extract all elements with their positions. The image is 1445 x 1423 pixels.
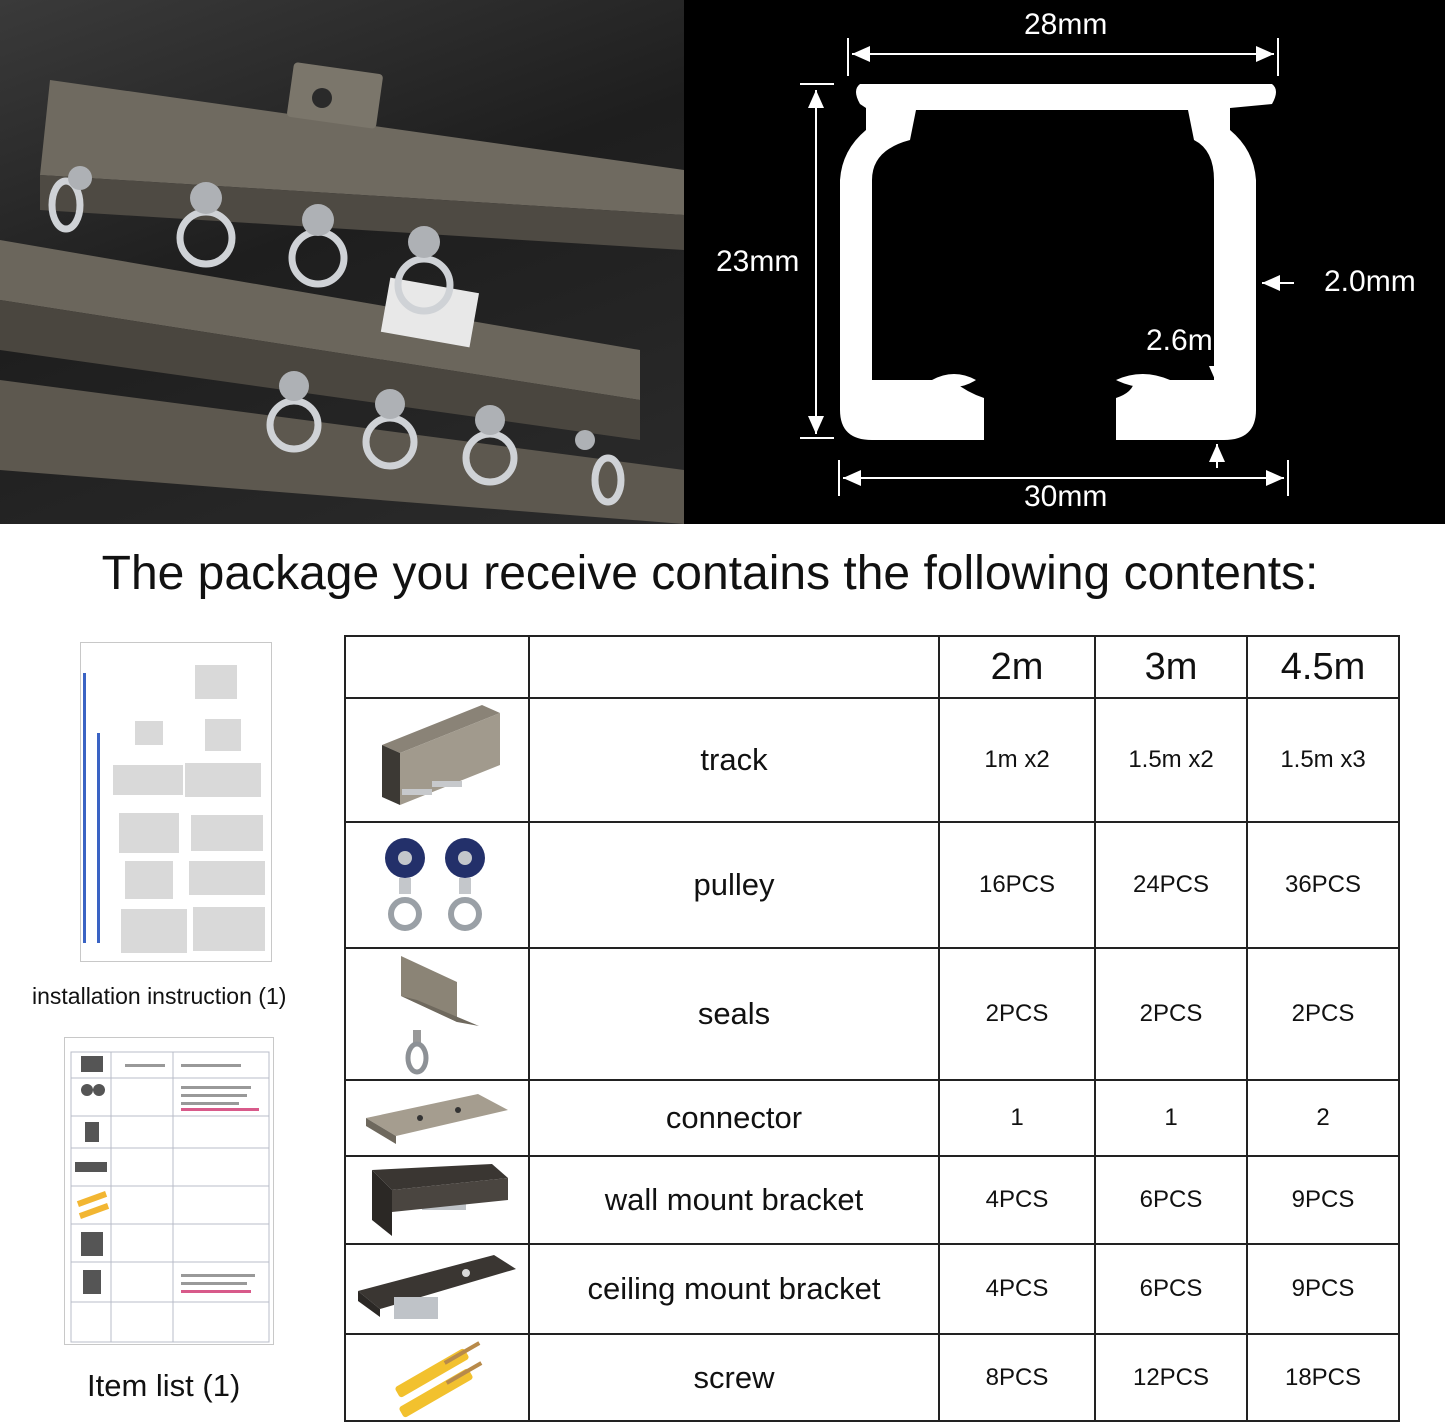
qty-connector-3m: 1 [1095,1080,1247,1156]
header-image-cell [345,636,529,698]
item-name-wall-mount-bracket: wall mount bracket [529,1156,939,1244]
table-row [345,1080,1399,1156]
contents-table [344,635,1400,1422]
item-name-pulley: pulley [529,822,939,948]
seal-icon [387,952,487,1076]
wall-thickness-label: 2.0mm [1324,265,1416,298]
table-row [345,698,1399,822]
qty-pulley-3m: 24PCS [1095,822,1247,948]
package-contents-heading: The package you receive contains the following contents: [101,547,1319,600]
connector-icon [362,1088,512,1148]
qty-pulley-2m: 16PCS [939,822,1095,948]
header-3m: 3m [1095,636,1247,698]
qty-track-3m: 1.5m x2 [1095,698,1247,822]
pulley-icon [377,830,497,940]
table-row [345,822,1399,948]
height-label: 23mm [716,245,800,278]
screw-icon [382,1337,492,1419]
top-width-label: 28mm [1024,8,1108,41]
header-2m: 2m [939,636,1095,698]
table-row [345,948,1399,1080]
table-row [345,1334,1399,1421]
wall-bracket-icon [362,1160,512,1240]
item-name-track: track [529,698,939,822]
qty-seals-2m: 2PCS [939,948,1095,1080]
profile-diagram [684,0,1445,524]
qty-ceiling-bracket-3m: 6PCS [1095,1244,1247,1334]
qty-screw-2m: 8PCS [939,1334,1095,1421]
qty-screw-3m: 12PCS [1095,1334,1247,1421]
track-icon [372,705,502,815]
product-photo [0,0,684,524]
item-name-screw: screw [529,1334,939,1421]
item-name-seals: seals [529,948,939,1080]
instruction-sheet-icon [81,643,271,961]
qty-seals-4-5m: 2PCS [1247,948,1399,1080]
qty-ceiling-bracket-2m: 4PCS [939,1244,1095,1334]
header-4-5m: 4.5m [1247,636,1399,698]
qty-track-4-5m: 1.5m x3 [1247,698,1399,822]
item-name-connector: connector [529,1080,939,1156]
item-list-sheet-icon [65,1038,273,1344]
qty-track-2m: 1m x2 [939,698,1095,822]
installation-instruction-caption: installation instruction (1) [32,983,287,1009]
table-row [345,1244,1399,1334]
table-row [345,1156,1399,1244]
qty-wall-bracket-3m: 6PCS [1095,1156,1247,1244]
table-header-row [345,636,1399,698]
lip-thickness-label: 2.6mm [1146,324,1238,357]
installation-instruction-thumbnail [80,642,272,962]
qty-pulley-4-5m: 36PCS [1247,822,1399,948]
qty-seals-3m: 2PCS [1095,948,1247,1080]
qty-connector-2m: 1 [939,1080,1095,1156]
track-photo-illustration [0,0,684,524]
item-name-ceiling-mount-bracket: ceiling mount bracket [529,1244,939,1334]
item-list-thumbnail [64,1037,274,1345]
qty-ceiling-bracket-4-5m: 9PCS [1247,1244,1399,1334]
qty-screw-4-5m: 18PCS [1247,1334,1399,1421]
header-item-cell [529,636,939,698]
qty-connector-4-5m: 2 [1247,1080,1399,1156]
bottom-width-label: 30mm [1024,480,1108,513]
qty-wall-bracket-4-5m: 9PCS [1247,1156,1399,1244]
ceiling-bracket-icon [354,1251,520,1327]
item-list-caption: Item list (1) [87,1368,241,1403]
qty-wall-bracket-2m: 4PCS [939,1156,1095,1244]
